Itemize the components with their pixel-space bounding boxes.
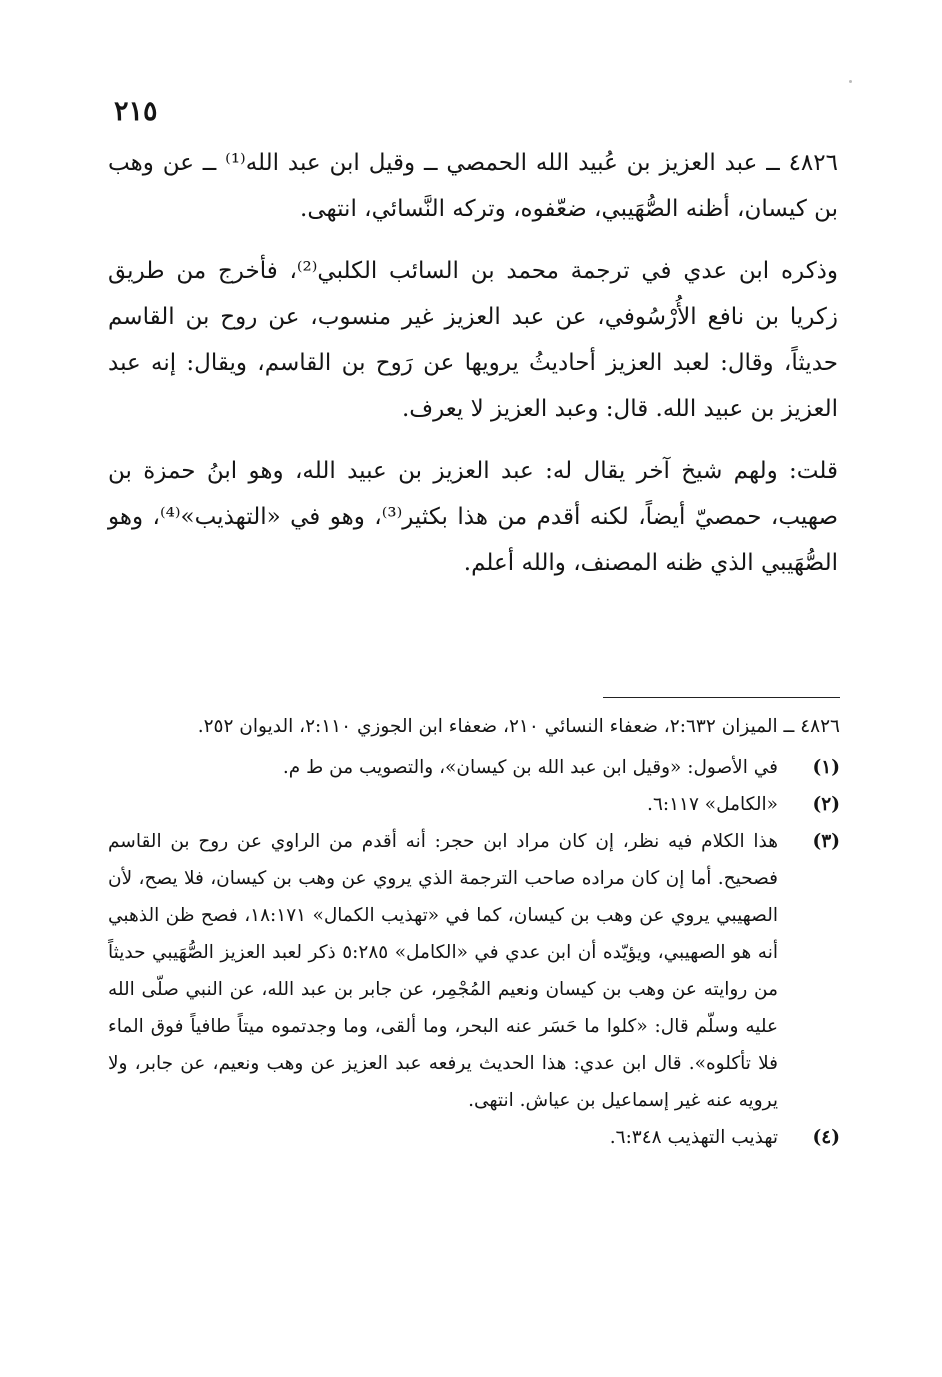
footnote-text: «الكامل» ٦:١١٧. [647, 794, 778, 815]
footnote-marker: (١) [812, 757, 840, 778]
footnote [108, 786, 840, 823]
footnote-text: في الأصول: «وقيل ابن عبد الله بن كيسان»، والتصويب من ط م. [282, 757, 778, 778]
footnote-text: هذا الكلام فيه نظر، إن كان مراد ابن حجر: أنه أقدم من الراوي عن روح بن القاسم فصحيح. أما إن كان مراده صاحب الترجمة الذي يروي عن وهب بن كيسان، فلا يصح، لأن الصهيبي يروي عن وهب بن كيسان، كما في «تهذيب الكمال» ١٨:١٧١، فصح ظن الذهبي أنه هو الصهيبي، ويؤيّده أن ابن عدي في «الكامل» ٥:٢٨٥ ذكر لعبد العزيز الصُّهَيبي حديثاً من روايته عن وهب بن كيسان ونعيم المُجْمِر، عن جابر بن عبد الله، عن النبي صلّى الله عليه وسلّم قال: «كلوا ما حَسَر عنه البحر، وما ألقى، وما وجدتموه ميتاً طافياً فوق الماء فلا تأكلوه». قال ابن عدي: هذا الحديث يرفعه عبد العزيز عن وهب ونعيم، عن جابر، ولا يرويه عنه غير إسماعيل بن عياش. انتهى. [108, 831, 778, 1111]
footnote-text: تهذيب التهذيب ٦:٣٤٨. [609, 1127, 778, 1148]
margin-mark [849, 80, 852, 83]
commentary-paragraph: وذكره ابن عدي في ترجمة محمد بن السائب الكلبي⁽²⁾، فأخرج من طريق زكريا بن نافع الأُرْسُوفي، عن عبد العزيز غير منسوب، عن روح بن القاسم حديثاً، وقال: لعبد العزيز أحاديثُ يرويها عن رَوح بن القاسم، ويقال: إنه عبد العزيز بن عبيد الله. قال: وعبد العزيز لا يعرف. [108, 258, 838, 422]
footnote-marker: (٤) [812, 1127, 840, 1148]
footnote-separator [603, 697, 840, 698]
page-number: ٢١٥ [114, 96, 158, 127]
footnote-marker: (٣) [812, 831, 840, 852]
footnotes [108, 708, 840, 1156]
note-paragraph: قلت: ولهم شيخ آخر يقال له: عبد العزيز بن عبيد الله، وهو ابنُ حمزة بن صهيب، حمصيّ أيضاً، لكنه أقدم من هذا بكثير⁽³⁾، وهو في «التهذيب»⁽⁴⁾، وهو الصُّهَيبي الذي ظنه المصنف، والله أعلم. [108, 458, 838, 576]
footnote [108, 823, 840, 1119]
footnote [108, 749, 840, 786]
entry-paragraph: ٤٨٢٦ ــ عبد العزيز بن عُبيد الله الحمصي ــ وقيل ابن عبد الله⁽¹⁾ ــ عن وهب بن كيسان، أظنه الصُّهَيبي، ضعّفوه، وتركه النَّسائي، انتهى. [108, 150, 838, 222]
main-text [108, 140, 838, 602]
sources-line: ٤٨٢٦ ــ الميزان ٢:٦٣٢، ضعفاء النسائي ٢١٠، ضعفاء ابن الجوزي ٢:١١٠، الديوان ٢٥٢. [197, 716, 840, 737]
footnote-marker: (٢) [812, 794, 840, 815]
footnote [108, 1119, 840, 1156]
